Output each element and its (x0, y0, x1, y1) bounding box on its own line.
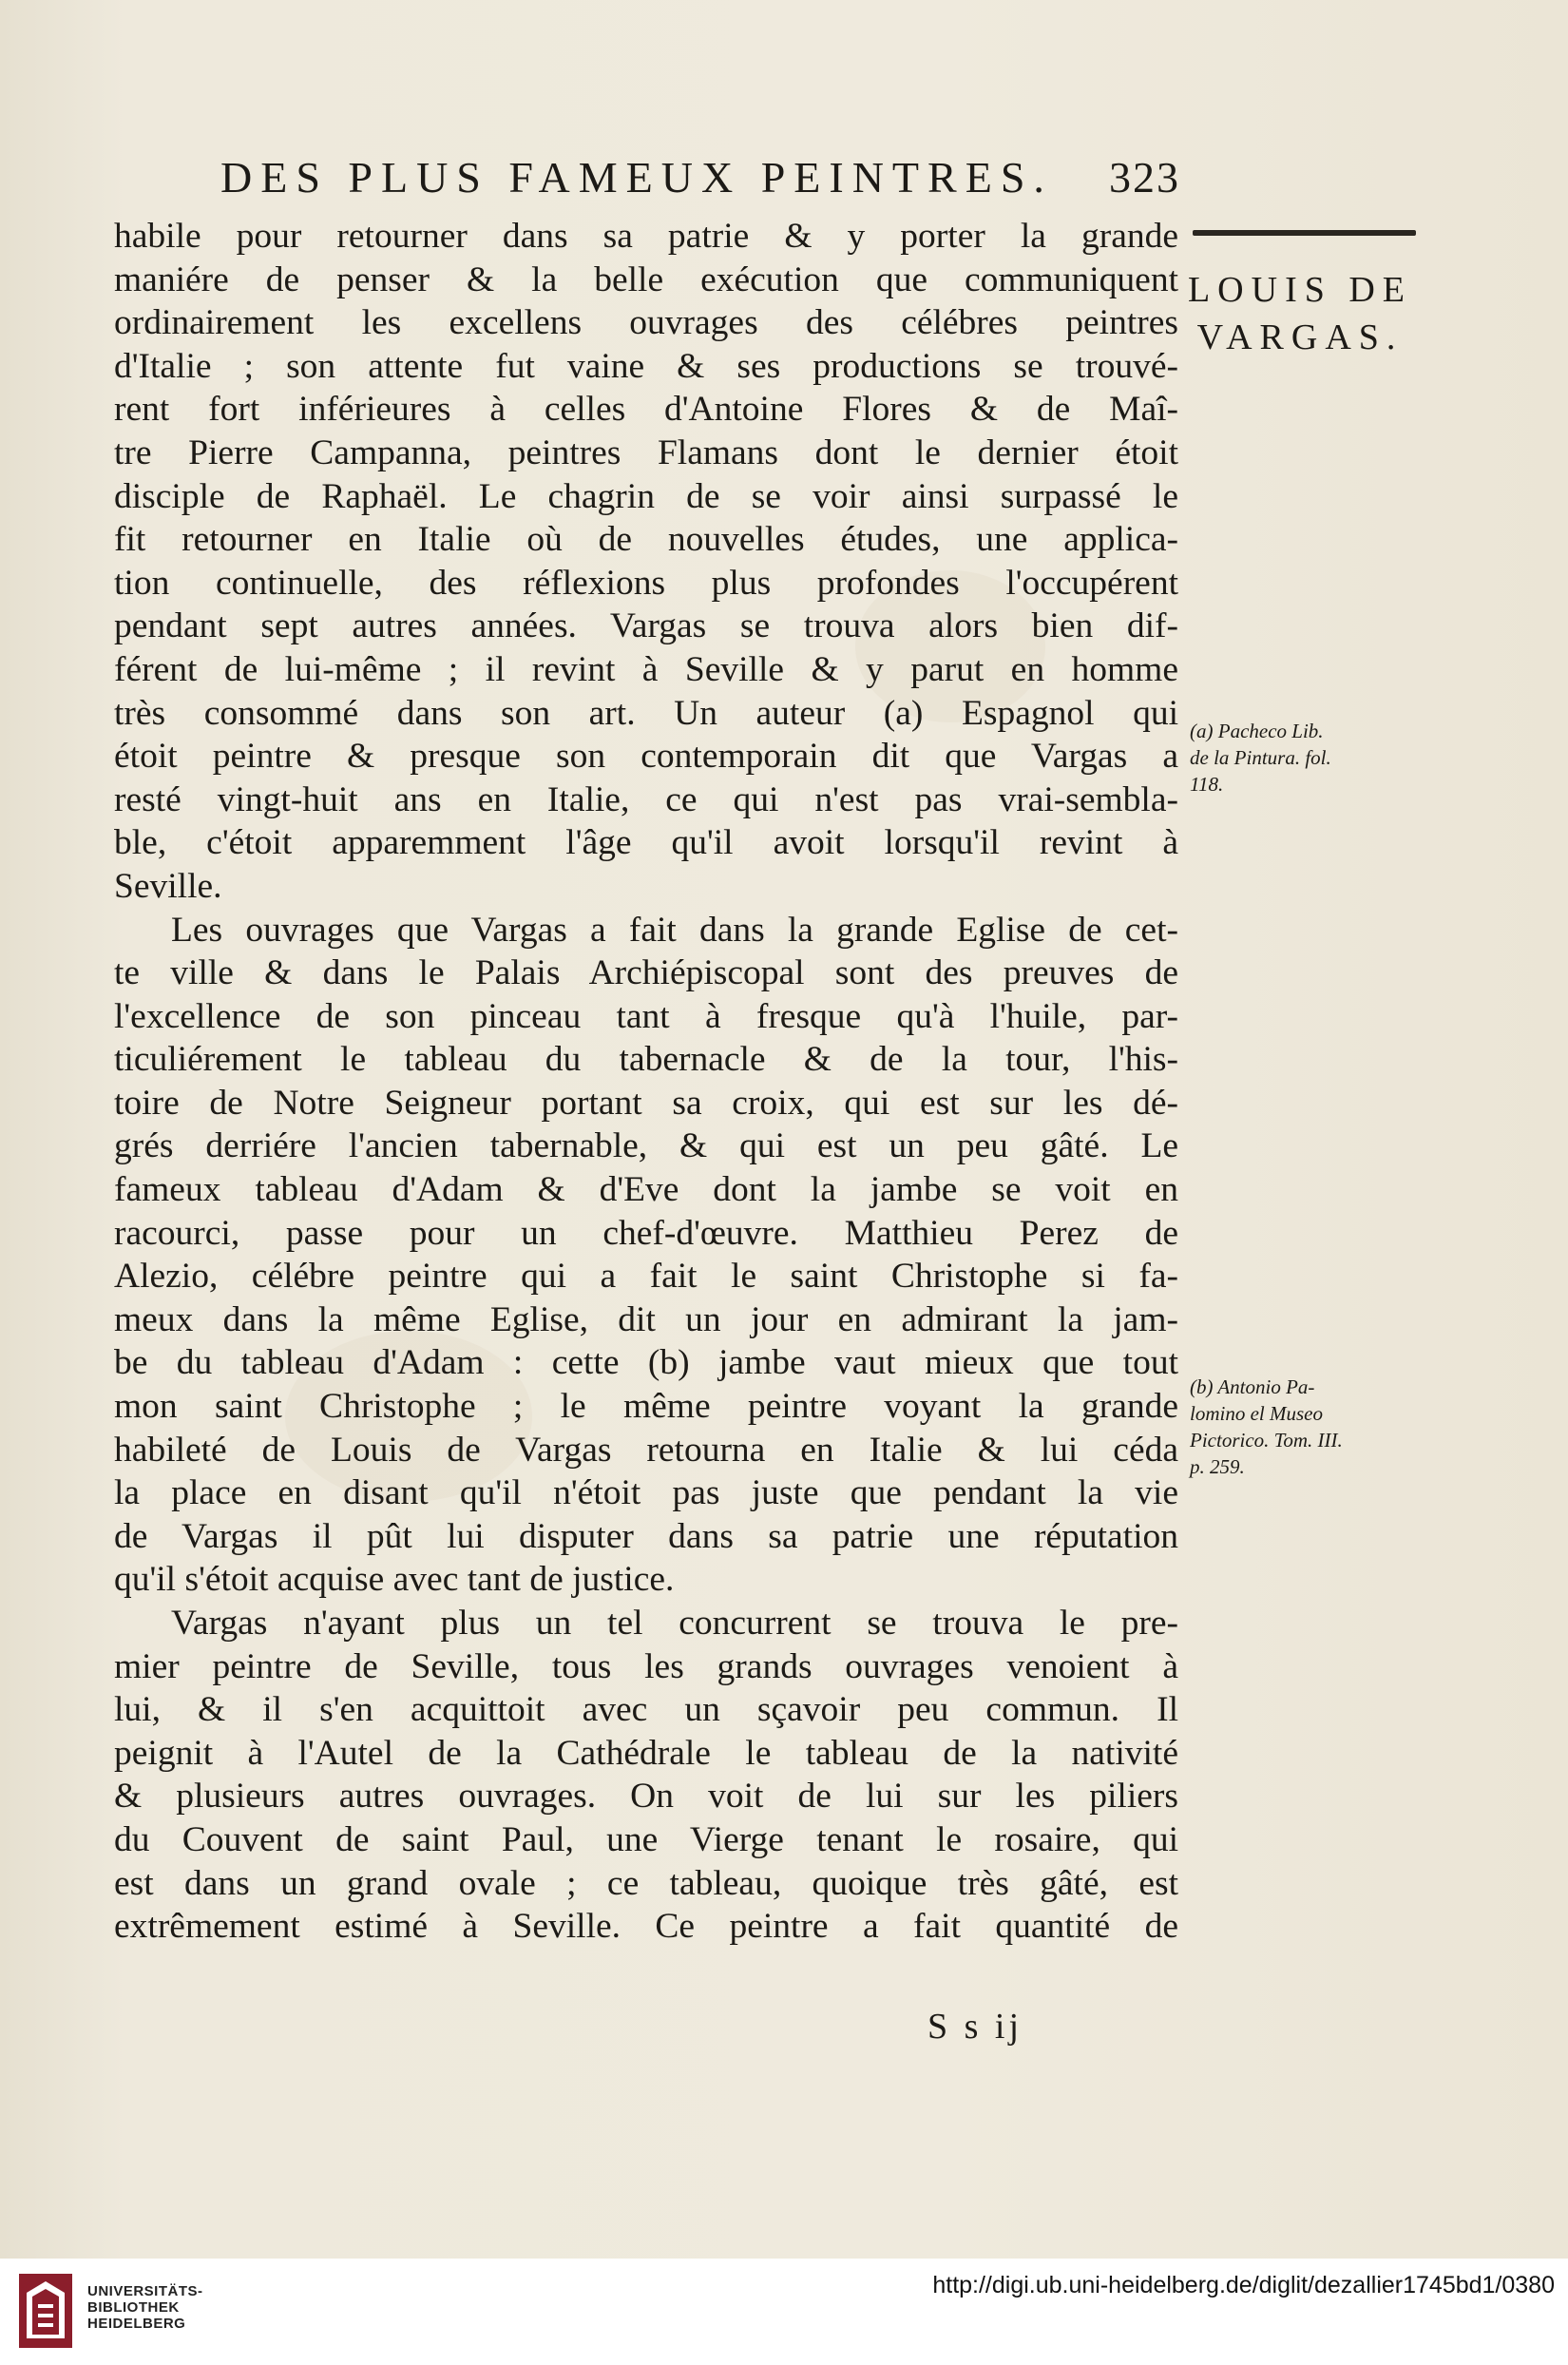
margin-rule (1193, 230, 1416, 236)
library-name: UNIVERSITÄTS- BIBLIOTHEK HEIDELBERG (87, 2283, 203, 2332)
page-number: 323 (1109, 153, 1180, 202)
margin-note-a: (a) Pacheco Lib. de la Pintura. fol. 118. (1190, 720, 1331, 796)
body-text (114, 215, 1178, 1949)
source-url-link[interactable]: http://digi.ub.uni-heidelberg.de/diglit/dezallier1745bd1/0380 (932, 2272, 1555, 2298)
paragraph-1-end: Seville. (114, 866, 222, 906)
paragraph-3: Vargas n'ayant plus un tel concurrent se trouva le pre- mier peintre de Seville, tous les grands ouvrages venoient à lui, & il s'en acquittoit avec un sçavoir peu commun. Il peignit à l'Autel de la Cathédrale le tableau de la nativité & plusieurs autres ouvrages. On voit de lui sur les piliers du Couvent de saint Paul, une Vierge tenant le rosaire, qui est dans un grand ovale ; ce tableau, quoique très gâté, est extrêmement estimé à Seville. Ce peintre a fait quantité de (114, 1604, 1178, 1947)
paragraph-2: Les ouvrages que Vargas a fait dans la grande Eglise de cet- te ville & dans le Palais Archiépiscopal sont des preuves de l'excellence de son pinceau tant à fresque qu'à l'huile, par- ticuliérement le tableau du tabernacle & de la tour, l'his- toire de Notre Seigneur portant sa croix, qui est sur les dé- grés derriére l'ancien tabernable, & qui est un peu gâté. Le fameux tableau d'Adam & d'Eve dont la jambe se voit en racourci, passe pour un chef-d'œuvre. Matthieu Perez de Alezio, célébre peintre qui a fait le saint Christophe si fa- meux dans la même Eglise, dit un jour en admirant la jam- be du tableau d'Adam : cette (b) jambe vaut mieux que tout mon saint Christophe ; le même peintre voyant la grande habileté de Louis de Vargas retourna en Italie & lui céda la place en disant qu'il n'étoit pas juste que pendant la vie de Vargas il pût lui disputer dans sa patrie une réputation (114, 910, 1178, 1556)
margin-heading: LOUIS DE VARGAS. (1187, 270, 1413, 357)
library-logo-icon (17, 2272, 74, 2350)
running-head-title: DES PLUS FAMEUX PEINTRES. (220, 153, 1053, 202)
running-head (220, 152, 1180, 202)
signature-mark: S s ij (927, 2007, 1023, 2047)
footer-bar (0, 2259, 1568, 2365)
paragraph-1: habile pour retourner dans sa patrie & y porter la grande maniére de penser & la belle exécution que communiquent ordinairement les excellens ouvrages des célébres peintres d'Italie ; son attente fut vaine & ses productions se trouvé- rent fort inférieures à celles d'Antoine Flores & de Maî- tre Pierre Campanna, peintres Flamans dont le dernier étoit disciple de Raphaël. Le chagrin de se voir ainsi surpassé le fit retourner en Italie où de nouvelles études, une applica- tion continuelle, des réflexions plus profondes l'occupérent pendant sept autres années. Vargas se trouva alors bien dif- férent de lui-même ; il revint à Seville & y parut en homme très consommé dans son art. Un auteur (a) Espagnol qui étoit peintre & presque son contemporain dit que Vargas a resté vingt-huit ans en Italie, ce qui n'est pas vrai-sembla- ble, c'étoit apparemment l'âge qu'il avoit lorsqu'il revint à (114, 217, 1178, 863)
paragraph-2-end: qu'il s'étoit acquise avec tant de justice. (114, 1560, 675, 1600)
margin-note-b: (b) Antonio Pa- lomino el Museo Pictorico. Tom. III. p. 259. (1190, 1375, 1343, 1478)
